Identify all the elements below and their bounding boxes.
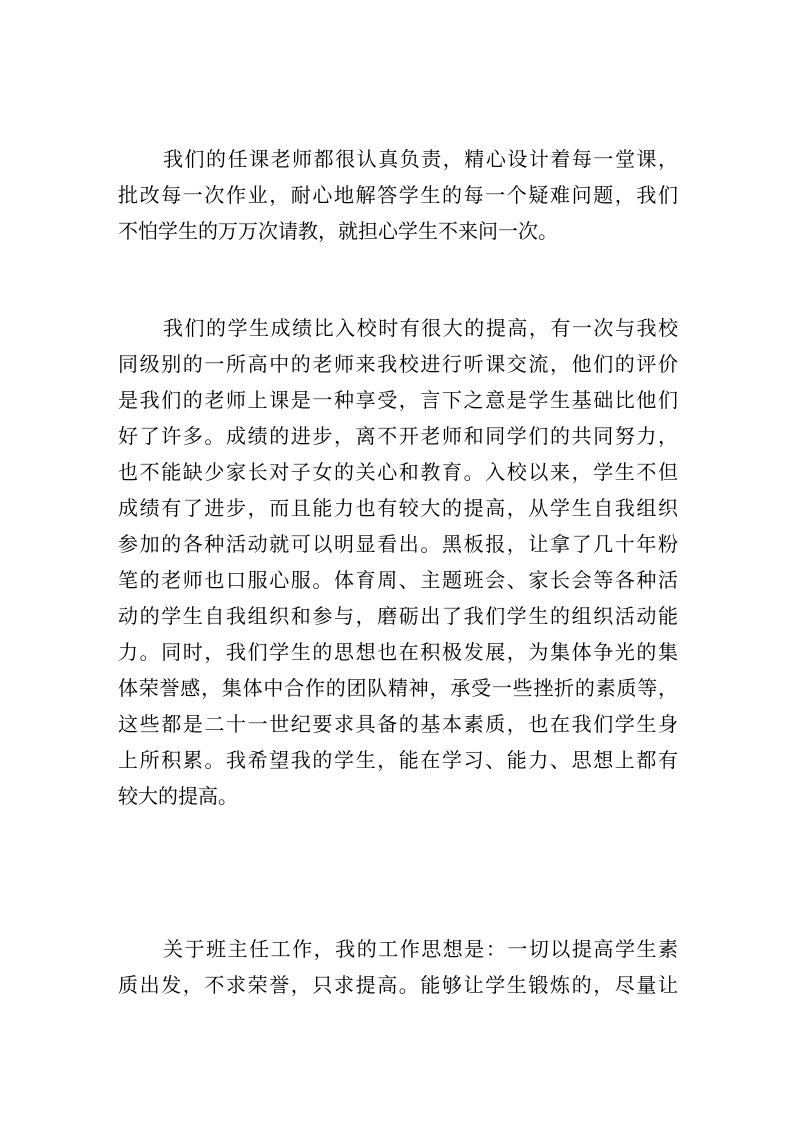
paragraph-line: 力。同时，我们学生的思想也在积极发展，为集体争光的集 xyxy=(118,640,678,664)
paragraph-line: 动的学生自我组织和参与，磨砺出了我们学生的组织活动能 xyxy=(118,604,678,628)
paragraph-line: 我们的任课老师都很认真负责，精心设计着每一堂课， xyxy=(163,147,678,171)
paragraph-line: 成绩有了进步，而且能力也有较大的提高，从学生自我组织 xyxy=(118,496,678,520)
paragraph-line: 也不能缺少家长对子女的关心和教育。入校以来，学生不但 xyxy=(118,460,678,484)
paragraph-student-progress xyxy=(118,310,678,814)
paragraph-teachers xyxy=(118,141,678,249)
paragraph-line: 是我们的老师上课是一种享受，言下之意是学生基础比他们 xyxy=(118,388,678,412)
paragraph-line: 同级别的一所高中的老师来我校进行听课交流，他们的评价 xyxy=(118,352,678,376)
paragraph-line: 这些都是二十一世纪要求具备的基本素质，也在我们学生身 xyxy=(118,712,678,736)
paragraph-line: 不怕学生的万万次请教，就担心学生不来问一次。 xyxy=(118,219,558,243)
paragraph-line: 我们的学生成绩比入校时有很大的提高，有一次与我校 xyxy=(163,316,678,340)
paragraph-line: 较大的提高。 xyxy=(118,784,238,808)
paragraph-line: 关于班主任工作，我的工作思想是：一切以提高学生素 xyxy=(163,937,678,961)
paragraph-line: 参加的各种活动就可以明显看出。黑板报，让拿了几十年粉 xyxy=(118,532,678,556)
paragraph-line: 批改每一次作业，耐心地解答学生的每一个疑难问题，我们 xyxy=(118,183,678,207)
paragraph-line: 上所积累。我希望我的学生，能在学习、能力、思想上都有 xyxy=(118,748,678,772)
paragraph-line: 笔的老师也口服心服。体育周、主题班会、家长会等各种活 xyxy=(118,568,678,592)
paragraph-class-management xyxy=(118,931,678,1003)
paragraph-line: 体荣誉感，集体中合作的团队精神，承受一些挫折的素质等， xyxy=(118,676,678,700)
paragraph-line: 质出发，不求荣誉，只求提高。能够让学生锻炼的，尽量让 xyxy=(118,973,678,997)
paragraph-line: 好了许多。成绩的进步，离不开老师和同学们的共同努力， xyxy=(118,424,678,448)
